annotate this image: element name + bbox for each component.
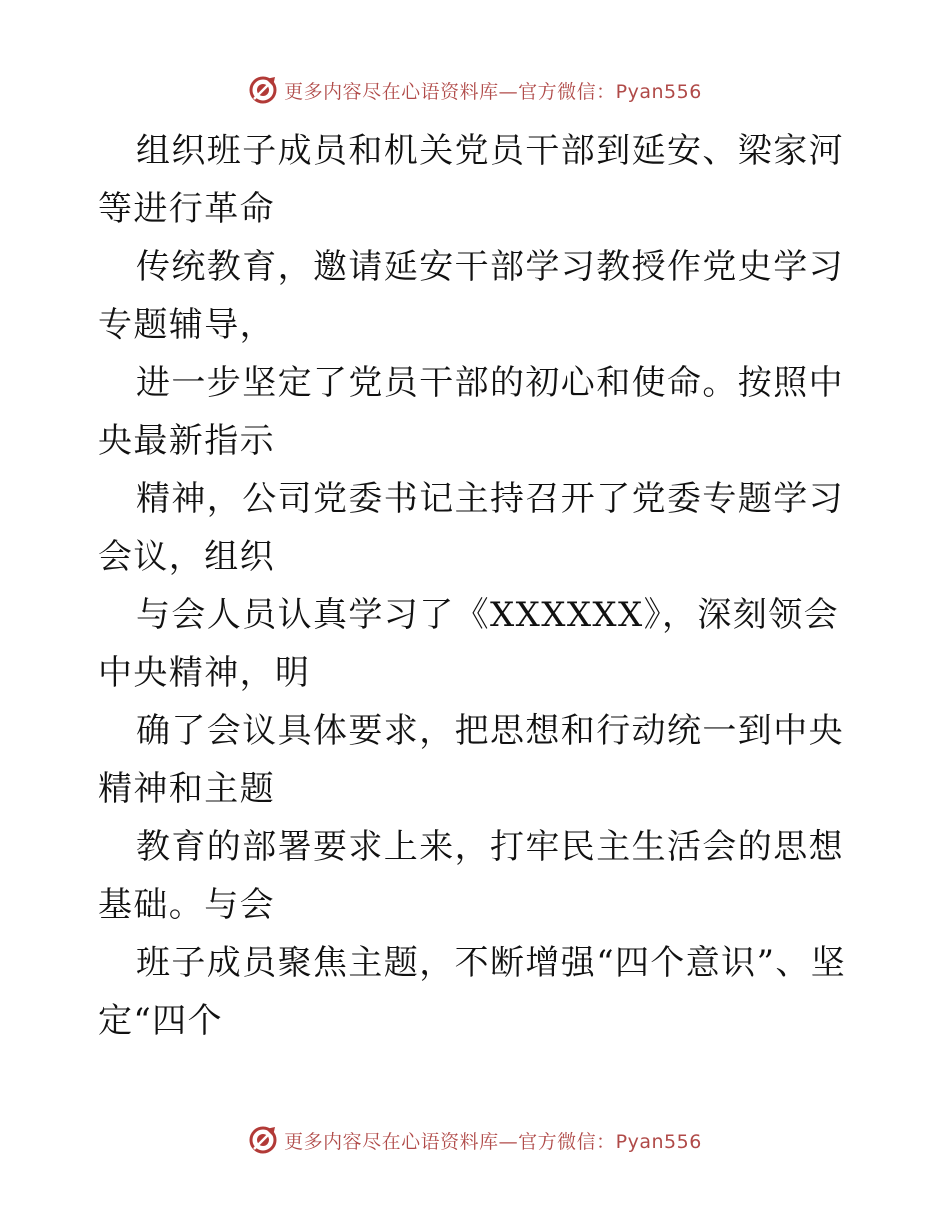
watermark-text: 更多内容尽在心语资料库—官方微信：Pyan556 [284,80,702,103]
paragraph: 教育的部署要求上来，打牢民主生活会的思想基础。与会 [98,827,844,925]
watermark-text: 更多内容尽在心语资料库—官方微信：Pyan556 [284,1130,702,1153]
footer-watermark [0,1120,950,1160]
paragraph: 传统教育，邀请延安干部学习教授作党史学习专题辅导， [98,247,844,345]
paragraph: 确了会议具体要求，把思想和行动统一到中央精神和主题 [98,711,844,809]
paragraph: 精神，公司党委书记主持召开了党委专题学习会议，组织 [98,479,844,577]
logo-icon [248,75,278,105]
header-watermark [0,70,950,110]
paragraph: 班子成员聚焦主题，不断增强“四个意识”、坚定“四个 [98,943,847,1041]
logo-icon [248,1125,278,1155]
paragraph: 组织班子成员和机关党员干部到延安、梁家河等进行革命 [98,131,844,229]
paragraph: 进一步坚定了党员干部的初心和使命。按照中央最新指示 [98,363,844,461]
paragraph: 与会人员认真学习了《XXXXXX》，深刻领会中央精神，明 [98,595,840,693]
document-body [98,122,858,1050]
